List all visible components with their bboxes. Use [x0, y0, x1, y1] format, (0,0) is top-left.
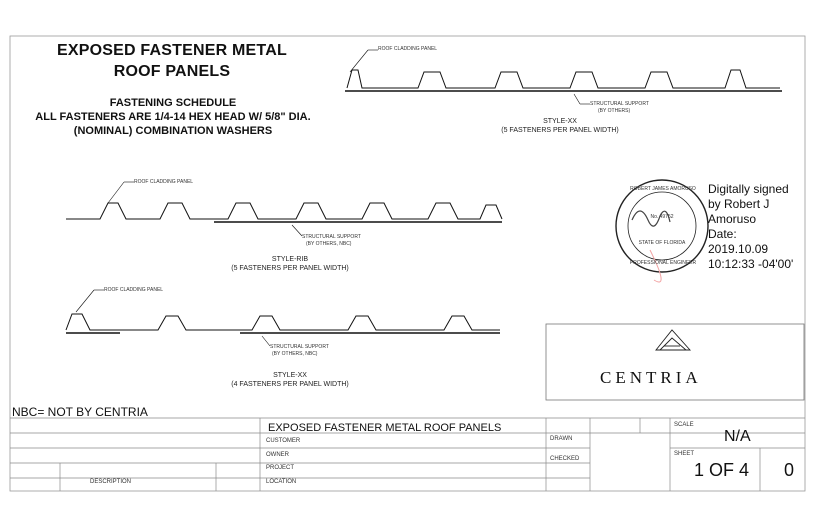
detail-2-callout-top: ROOF CLADDING PANEL [134, 179, 194, 185]
detail-1-caption: (5 FASTENERS PER PANEL WIDTH) [501, 127, 619, 134]
signature-line-5: 2019.10.09 [708, 242, 769, 256]
title-block-checked-label: CHECKED [550, 456, 580, 462]
detail-3-profile [66, 290, 500, 346]
title-block-sheet-label: SHEET [674, 451, 695, 457]
seal-red-stroke [650, 250, 661, 282]
title-block-sheet-value: 1 OF 4 [694, 460, 750, 480]
title-block-scale-label: SCALE [674, 422, 694, 428]
seal-state: STATE OF FLORIDA [638, 240, 686, 246]
detail-2-callout-bottom-2: (BY OTHERS, NBC) [306, 241, 352, 247]
heading-line-1: EXPOSED FASTENER METAL [57, 42, 287, 59]
schedule-title: FASTENING SCHEDULE [109, 97, 237, 109]
signature-line-3: Amoruso [708, 212, 757, 226]
seal-ring-bottom: PROFESSIONAL ENGINEER [629, 260, 697, 266]
drawing-heading [22, 40, 322, 82]
heading-line-2: ROOF PANELS [113, 63, 231, 80]
schedule-line-2: ALL FASTENERS ARE 1/4-14 HEX HEAD W/ 5/8" DIA. [35, 111, 311, 123]
title-block-drawing-title: EXPOSED FASTENER METAL ROOF PANELS [268, 422, 502, 434]
detail-3-callout-bottom-2: (BY OTHERS, NBC) [272, 351, 318, 357]
detail-2-callout-bottom: STRUCTURAL SUPPORT [302, 234, 361, 240]
signature-line-2: by Robert J [708, 197, 770, 211]
fastening-schedule [8, 96, 338, 138]
nbc-note: NBC= NOT BY CENTRIA [12, 405, 148, 419]
detail-1-name: STYLE-XX [543, 118, 577, 125]
detail-3-name: STYLE-XX [273, 372, 307, 379]
brand-box [546, 324, 804, 400]
title-block-revision-col: DESCRIPTION [90, 479, 132, 485]
detail-1-callout-bottom: STRUCTURAL SUPPORT [590, 101, 649, 107]
detail-1-callout-top: ROOF CLADDING PANEL [378, 46, 438, 52]
detail-1-leader [350, 50, 368, 72]
engineer-seal [616, 180, 708, 282]
digital-signature [708, 182, 793, 272]
brand-name: CENTRIA [600, 368, 702, 387]
title-block-drawn-label: DRAWN [550, 436, 573, 442]
title-block-scale-value: N/A [724, 428, 751, 445]
title-block-revision-value: 0 [784, 460, 795, 480]
detail-3-caption: (4 FASTENERS PER PANEL WIDTH) [231, 381, 349, 388]
detail-2-caption: (5 FASTENERS PER PANEL WIDTH) [231, 265, 349, 272]
signature-line-1: Digitally signed [708, 182, 789, 196]
title-block-location-label: LOCATION [266, 479, 297, 485]
signature-line-6: 10:12:33 -04'00' [708, 257, 794, 271]
detail-1-callout-bottom-2: (BY OTHERS) [598, 108, 631, 114]
detail-3-callout-bottom: STRUCTURAL SUPPORT [270, 344, 329, 350]
title-block-owner-label: OWNER [266, 452, 289, 458]
title-block-customer-label: CUSTOMER [266, 438, 301, 444]
schedule-line-3: (NOMINAL) COMBINATION WASHERS [73, 125, 273, 137]
seal-license: No. 49752 [650, 214, 674, 220]
title-block-project-label: PROJECT [266, 465, 295, 471]
signature-line-4: Date: [708, 227, 737, 241]
detail-2-profile [66, 182, 502, 236]
detail-3-callout-top: ROOF CLADDING PANEL [104, 287, 164, 293]
seal-outer-text: ROBERT JAMES AMORUSO [630, 186, 696, 192]
detail-2-name: STYLE-RIB [271, 256, 309, 263]
centria-logo-mark [656, 330, 690, 350]
detail-1-profile [345, 50, 782, 104]
